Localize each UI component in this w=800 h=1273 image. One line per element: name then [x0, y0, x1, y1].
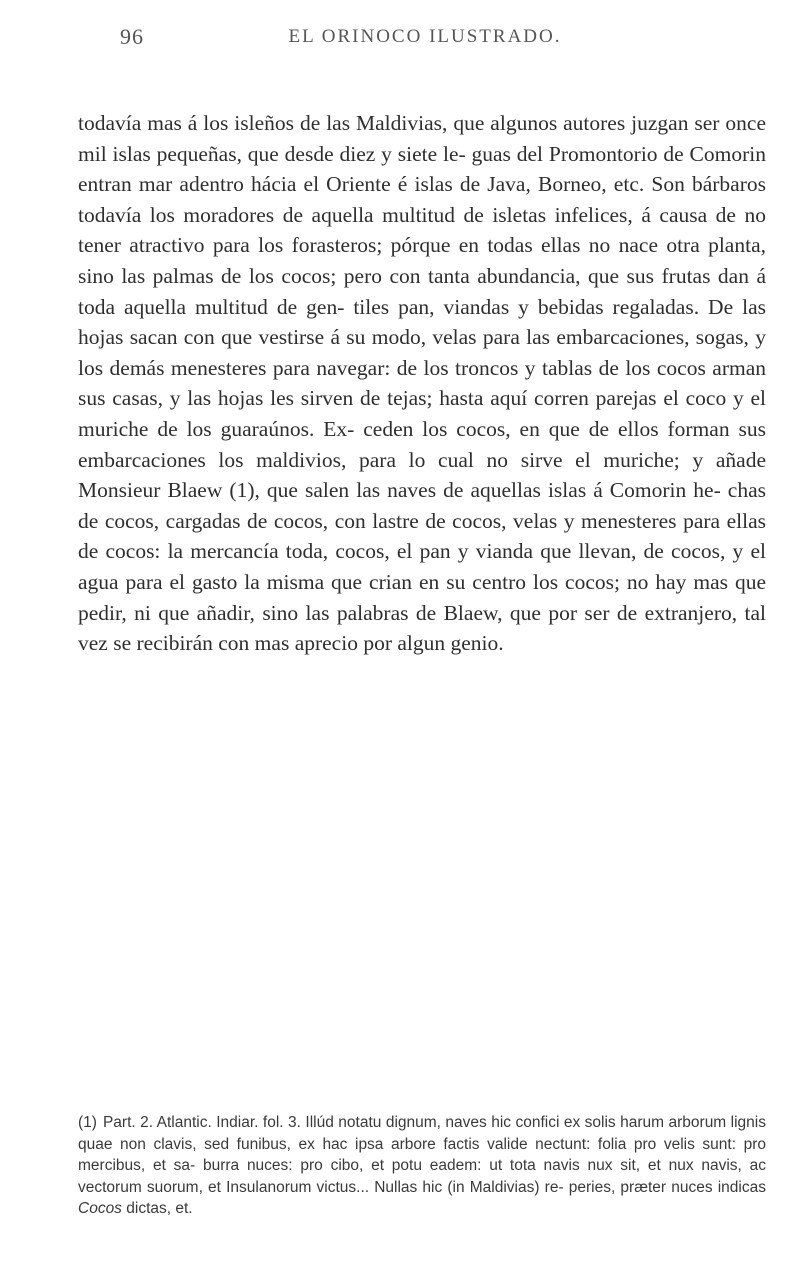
footnote-text: Part. 2. Atlantic. Indiar. fol. 3. Illúd notatu dignum, naves hic confici ex solis harum arborum lignis quae non clavis, sed funibus, ex hac ipsa arbore factis valide nectunt: folia pro velis sunt: pro mercibus, et sa- burra nuces: pro cibo, et potu eadem: ut tota navis nux sit, et nux navis, ac vectorum suorum, et Insulanorum victus... Nullas hic (in Maldivias) re- peries, præter nuces indicas	[78, 1114, 766, 1196]
body-paragraph: todavía mas á los isleños de las Maldivias, que algunos autores juzgan ser once mil islas pequeñas, que desde diez y siete le- guas del Promontorio de Comorin entran mar adentro hácia el Oriente é islas de Java, Borneo, etc. Son bárbaros todavía los moradores de aquella multitud de isletas infelices, á causa de no tener atractivo para los forasteros; pórque en todas ellas no nace otra planta, sino las palmas de los cocos; pero con tanta abundancia, que sus frutas dan á toda aquella multitud de gen- tiles pan, viandas y bebidas regaladas. De las hojas sacan con que vestirse á su modo, velas para las embarcaciones, sogas, y los demás menesteres para navegar: de los troncos y tablas de los cocos arman sus casas, y las hojas les sirven de tejas; hasta aquí corren parejas el coco y el muriche de los guaraúnos. Ex- ceden los cocos, en que de ellos forman sus embarcaciones los maldivios, para lo cual no sirve el muriche; y añade Monsieur Blaew (1), que salen las naves de aquellas islas á Comorin he- chas de cocos, cargadas de cocos, con lastre de cocos, velas y menesteres para ellas de cocos: la mercancía toda, cocos, el pan y vianda que llevan, de cocos, y el agua para el gasto la misma que crian en su centro los cocos; no hay mas que pedir, ni que añadir, sino las palabras de Blaew, que por ser de extranjero, tal vez se recibirán con mas aprecio por algun genio.	[78, 111, 766, 656]
footnote-marker: (1)	[78, 1114, 97, 1131]
body-text	[78, 108, 766, 659]
footnote-ending: dictas, et.	[126, 1200, 193, 1217]
running-head	[80, 24, 770, 58]
footnote	[78, 1112, 766, 1220]
page-number: 96	[120, 24, 144, 49]
running-title: EL ORINOCO ILUSTRADO.	[288, 26, 562, 47]
footnote-italic-term: Cocos	[78, 1200, 122, 1217]
